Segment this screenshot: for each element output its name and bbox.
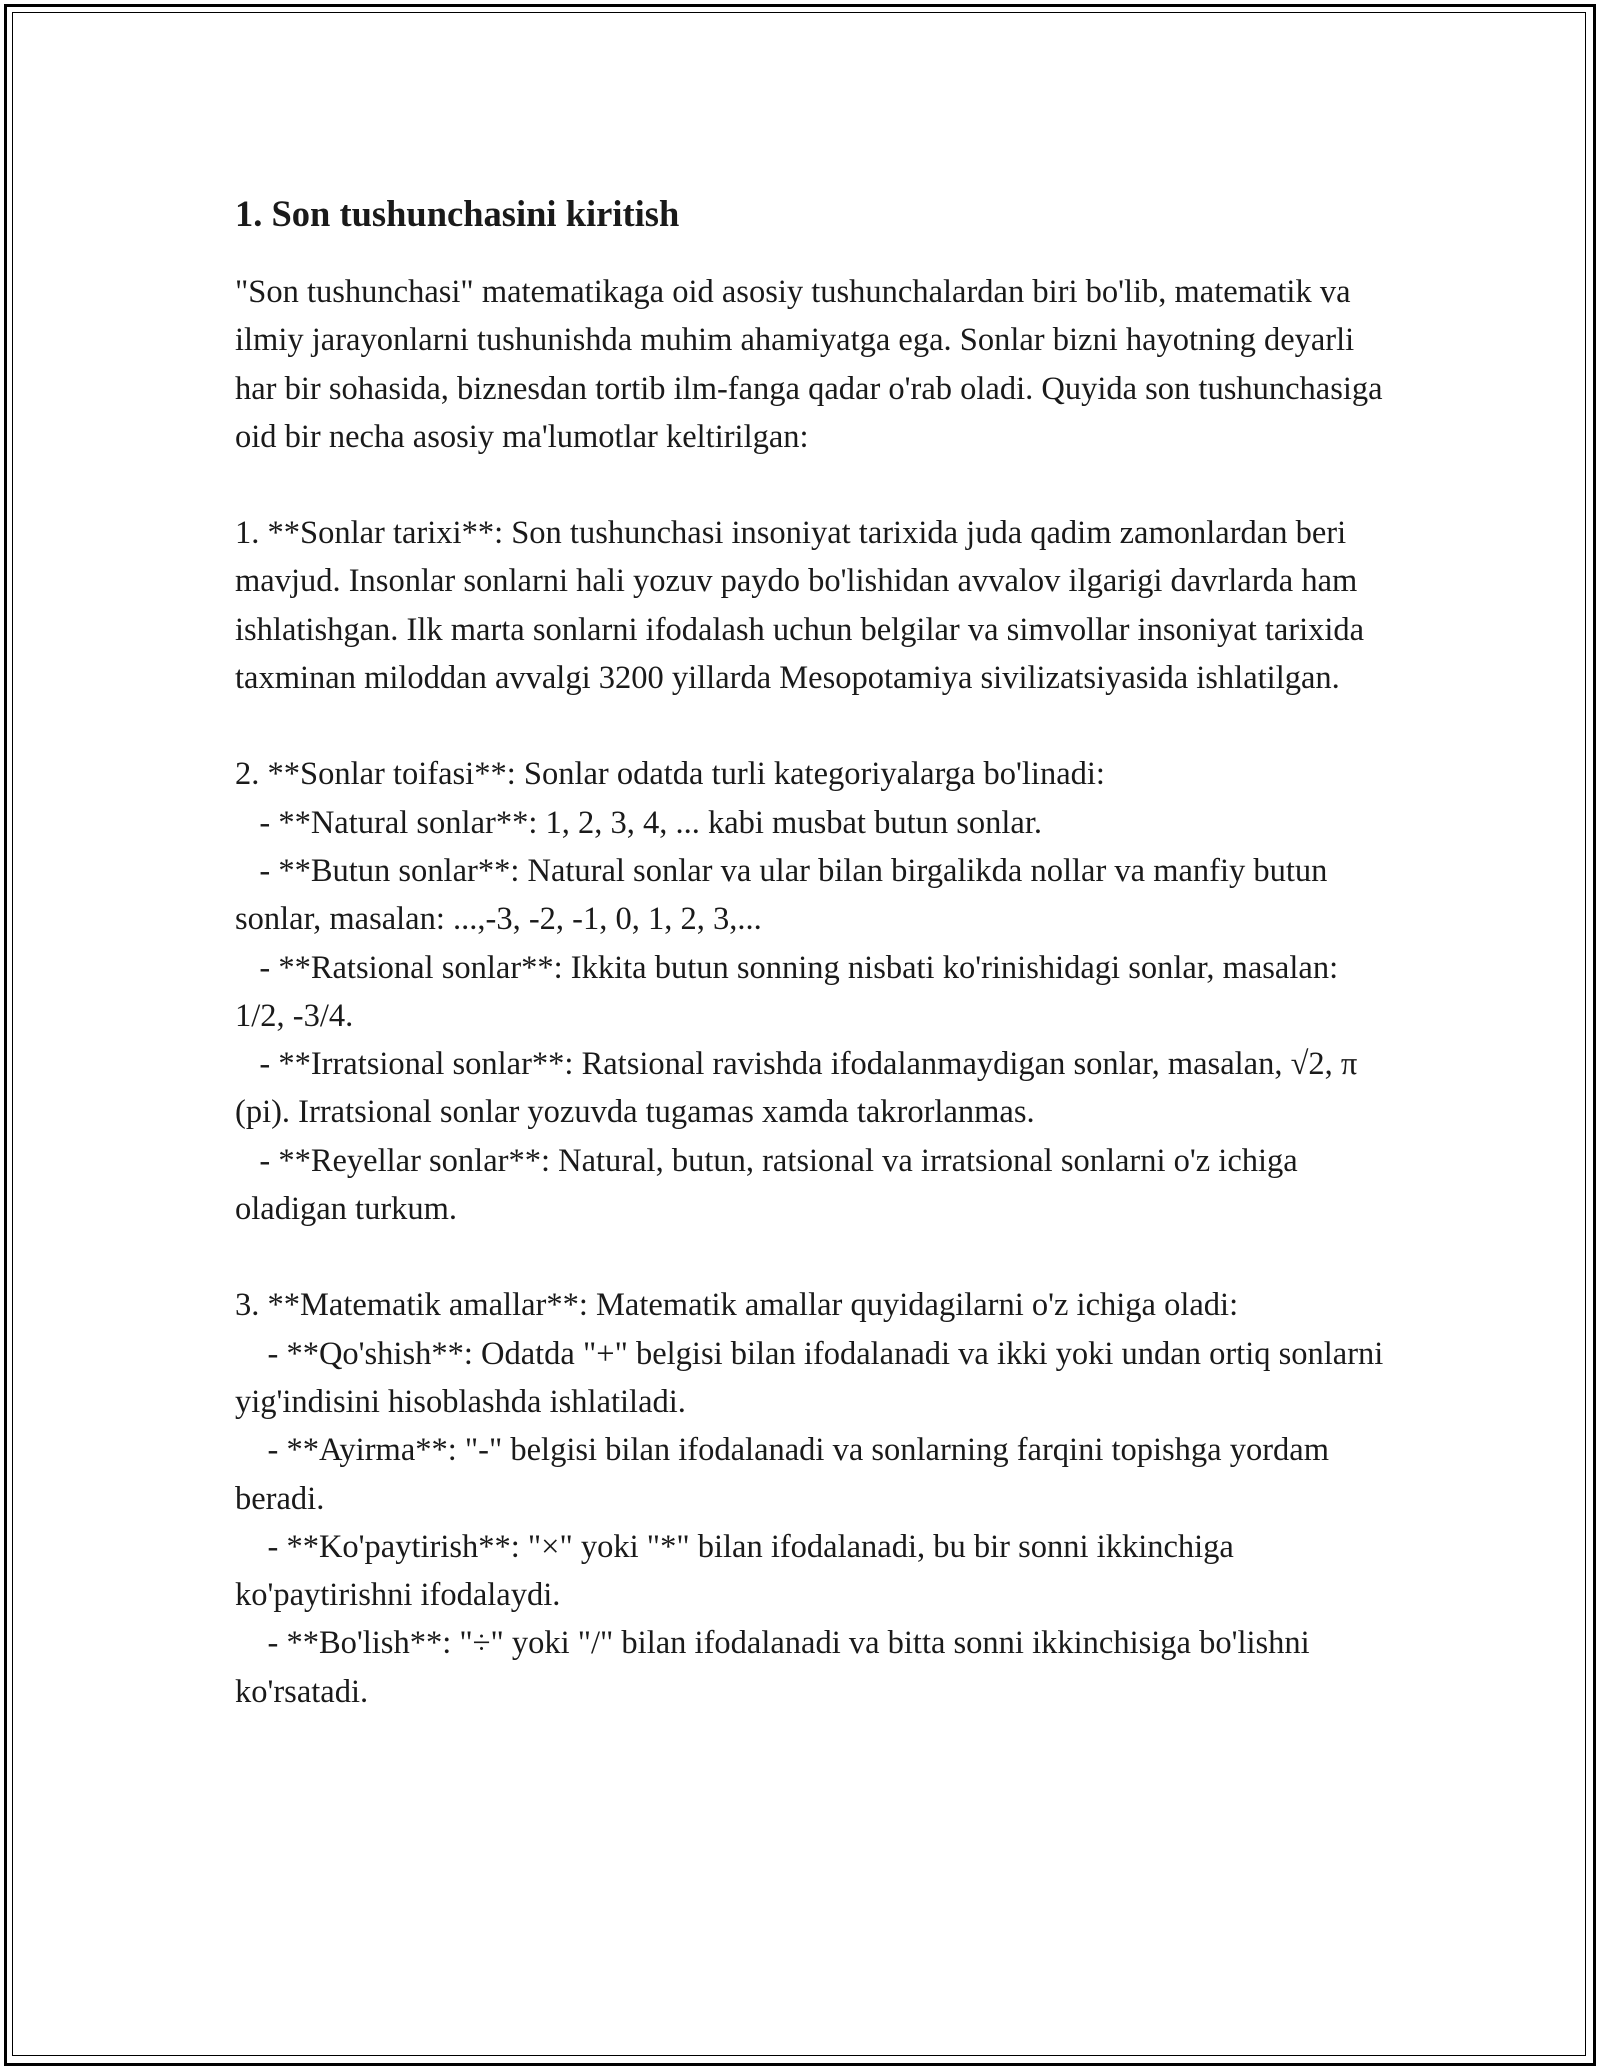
number-types-lead: 2. **Sonlar toifasi**: Sonlar odatda turli kategoriyalarga bo'linadi: xyxy=(235,756,1105,793)
list-item-natural: - **Natural sonlar**: 1, 2, 3, 4, ... kabi musbat butun sonlar. xyxy=(235,804,1042,841)
list-item-irrational: - **Irratsional sonlar**: Ratsional ravishda ifodalanmaydigan sonlar, masalan, √2, π (pi). Irratsional sonlar yozuvda tugamas xamda takrorlanmas. xyxy=(235,1046,1366,1131)
list-item-rational: - **Ratsional sonlar**: Ikkita butun sonning nisbati ko'rinishidagi sonlar, masalan: 1/2, -3/4. xyxy=(235,949,1347,1034)
list-item-division: - **Bo'lish**: "÷" yoki "/" bilan ifodalanadi va bitta sonni ikkinchisiga bo'lishni ko'rsatadi. xyxy=(235,1625,1318,1710)
list-item-real: - **Reyellar sonlar**: Natural, butun, ratsional va irratsional sonlarni o'z ichiga oladigan turkum. xyxy=(235,1142,1306,1228)
number-types-block xyxy=(235,750,1385,1233)
operations-lead: 3. **Matematik amallar**: Matematik amallar quyidagilarni o'z ichiga oladi: xyxy=(235,1287,1239,1324)
history-paragraph: 1. **Sonlar tarixi**: Son tushunchasi insoniyat tarixida juda qadim zamonlardan beri mavjud. Insonlar sonlarni hali yozuv paydo bo'lishidan avvalov ilgarigi davrlarda ham ishlatishgan. Ilk marta sonlarni ifodalash uchun belgilar va simvollar insoniyat tarixida taxminan miloddan avvalgi 3200 yillarda Mesopotamiya sivilizatsiyasida ishlatilgan. xyxy=(235,515,1373,697)
list-item-addition: - **Qo'shish**: Odatda "+" belgisi bilan ifodalanadi va ikki yoki undan ortiq sonlarni yig'indisini hisoblashda ishlatiladi. xyxy=(235,1335,1392,1420)
document-body xyxy=(235,188,1392,1764)
list-item-multiplication: - **Ko'paytirish**: "×" yoki "*" bilan ifodalanadi, bu bir sonni ikkinchiga ko'paytirishni ifodalaydi. xyxy=(235,1528,1242,1614)
intro-paragraph: "Son tushunchasi" matematikaga oid asosiy tushunchalardan biri bo'lib, matematik va ilmiy jarayonlarni tushunishda muhim ahamiyatga ega. Sonlar bizni hayotning deyarli har bir sohasida, biznesdan tortib ilm-fanga qadar o'rab oladi. Quyida son tushunchasiga oid bir necha asosiy ma'lumotlar keltirilgan: xyxy=(235,274,1391,455)
operations-block xyxy=(235,1281,1392,1716)
section-heading: 1. Son tushunchasini kiritish xyxy=(235,193,680,234)
list-item-subtraction: - **Ayirma**: "-" belgisi bilan ifodalanadi va sonlarning farqini topishga yordam beradi. xyxy=(235,1432,1338,1517)
list-item-integer: - **Butun sonlar**: Natural sonlar va ular bilan birgalikda nollar va manfiy butun sonlar, masalan: ...,-3, -2, -1, 0, 1, 2, 3,... xyxy=(235,852,1336,938)
